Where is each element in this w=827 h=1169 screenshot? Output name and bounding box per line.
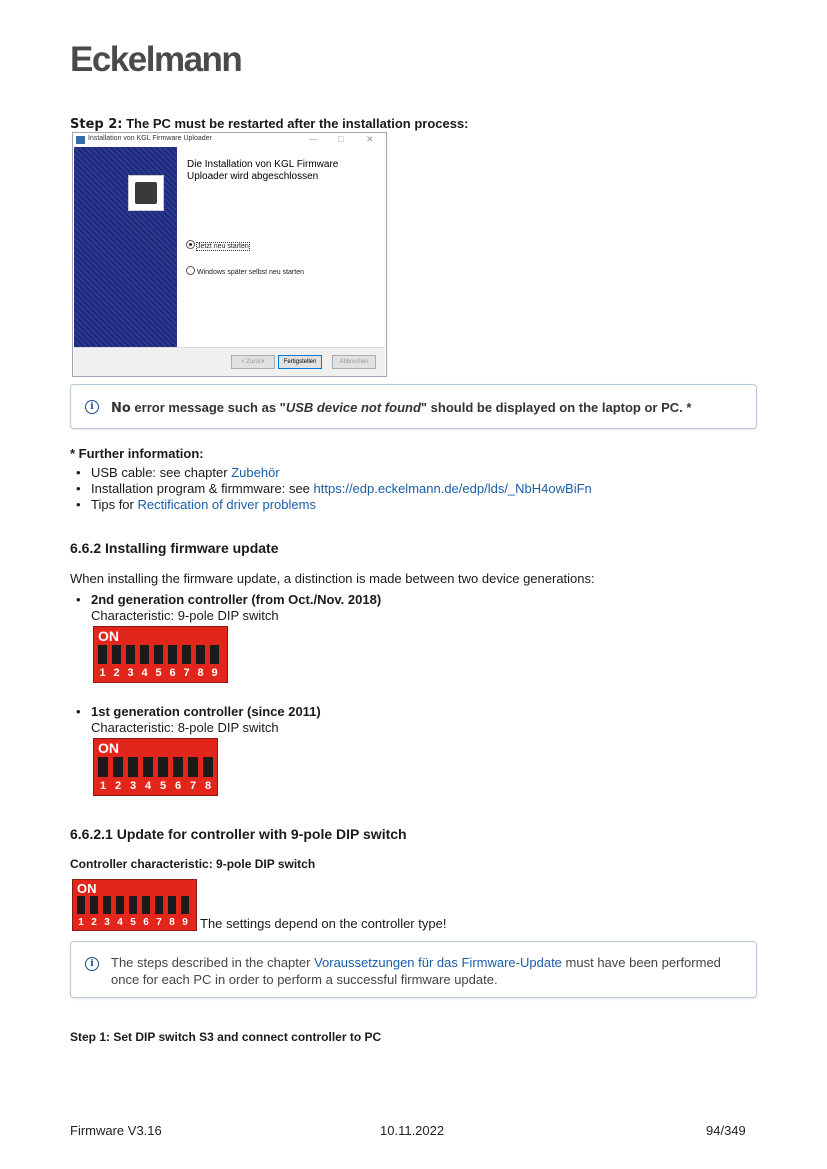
dip-switch-lever xyxy=(158,757,168,777)
installer-footer xyxy=(74,347,385,376)
settings-note: The settings depend on the controller type! xyxy=(200,916,447,931)
installer-heading: Die Installation von KGL Firmware Uploader wird abgeschlossen xyxy=(187,159,339,182)
dip-switch-lever xyxy=(181,896,189,914)
option-restart-later-label: Windows später selbst neu starten xyxy=(197,269,304,276)
dip-switch-number: 5 xyxy=(130,917,136,928)
step2-heading xyxy=(70,116,469,132)
info-callout-prerequisites xyxy=(70,941,757,998)
dip-switch-number: 4 xyxy=(144,780,152,792)
dip-switch-lever xyxy=(168,645,177,664)
maximize-icon: □ xyxy=(338,134,344,144)
radio-icon xyxy=(186,266,195,275)
dip-switch-lever xyxy=(143,757,153,777)
list-item: • USB cable: see chapter Zubehör xyxy=(70,465,770,481)
step2-lead: Step 2: xyxy=(70,117,123,132)
dip-switch-9-pole xyxy=(93,626,228,683)
dip-switch-lever xyxy=(116,896,124,914)
controller-characteristic: Controller characteristic: 9-pole DIP switch xyxy=(70,857,316,871)
dip-switch-number: 5 xyxy=(155,667,162,679)
section-6-6-2-intro: When installing the firmware update, a distinction is made between two device generations: xyxy=(70,571,595,586)
installer-app-icon xyxy=(76,136,85,144)
dip-switch-number: 4 xyxy=(141,667,148,679)
dip-switch-number: 1 xyxy=(78,917,84,928)
dip-switch-lever xyxy=(126,645,135,664)
dip-switch-number: 6 xyxy=(143,917,149,928)
dip-switch-lever xyxy=(196,645,205,664)
dip-on-label: ON xyxy=(98,628,119,644)
dip-switch-lever xyxy=(210,645,219,664)
link-zubehoer[interactable]: Zubehör xyxy=(231,465,280,480)
dip-switch-number: 2 xyxy=(114,780,122,792)
dip-switch-number: 6 xyxy=(174,780,182,792)
dip-switch-lever xyxy=(98,645,107,664)
dip-switch-number: 4 xyxy=(117,917,123,928)
option-restart-now-label: Jetzt neu starten xyxy=(197,243,249,250)
info-icon: i xyxy=(85,957,99,971)
dip-on-label: ON xyxy=(77,881,97,896)
finish-button: Fertigstellen xyxy=(278,355,322,369)
gen1-item xyxy=(70,704,321,736)
dip-switch-number: 3 xyxy=(129,780,137,792)
dip-switch-lever xyxy=(98,757,108,777)
dip-switch-number: 1 xyxy=(99,780,107,792)
dip-switch-lever xyxy=(168,896,176,914)
dip-switch-number: 2 xyxy=(91,917,97,928)
further-info-list xyxy=(70,465,770,513)
section-6-6-2-title: 6.6.2 Installing firmware update xyxy=(70,540,279,556)
dip-switch-number: 6 xyxy=(169,667,176,679)
dip-switch-number: 9 xyxy=(182,917,188,928)
dip-switch-lever xyxy=(113,757,123,777)
cancel-button: Abbrechen xyxy=(332,355,376,369)
footer-page: 94/349 xyxy=(706,1123,746,1138)
list-item: • Tips for Rectification of driver problems xyxy=(70,497,770,513)
gen2-item xyxy=(70,592,381,624)
dip-switch-number: 8 xyxy=(197,667,204,679)
installer-title: Installation von KGL Firmware Uploader xyxy=(88,135,212,142)
dip-switch-8-pole xyxy=(93,738,218,796)
list-item: • 1st generation controller (since 2011) Characteristic: 8-pole DIP switch xyxy=(70,704,321,736)
dip-switch-lever xyxy=(182,645,191,664)
dip-switch-number: 3 xyxy=(127,667,134,679)
step1-heading: Step 1: Set DIP switch S3 and connect controller to PC xyxy=(70,1030,382,1044)
dip-switch-number: 8 xyxy=(169,917,175,928)
link-prerequisites[interactable]: Voraussetzungen für das Firmware-Update xyxy=(314,955,562,970)
installer-side-banner xyxy=(74,147,177,347)
info-callout-no-error xyxy=(70,384,757,429)
dip-switch-lever xyxy=(77,896,85,914)
dip-on-label: ON xyxy=(98,740,119,756)
further-info-title: * Further information: xyxy=(70,446,204,461)
dip-switch-lever xyxy=(173,757,183,777)
step2-text: The PC must be restarted after the installation process: xyxy=(122,116,469,131)
dip-switch-lever xyxy=(129,896,137,914)
link-edp-download[interactable]: https://edp.eckelmann.de/edp/lds/_NbH4owBiFn xyxy=(313,481,592,496)
installer-computer-icon xyxy=(128,175,164,211)
back-button: < Zurück xyxy=(231,355,275,369)
footer-date: 10.11.2022 xyxy=(380,1123,445,1138)
footer-version: Firmware V3.16 xyxy=(70,1123,162,1138)
close-icon: ✕ xyxy=(366,134,374,144)
no-error-text: No error message such as "USB device not found" should be displayed on the laptop or PC. * xyxy=(111,400,692,416)
list-item: • 2nd generation controller (from Oct./Nov. 2018) Characteristic: 9-pole DIP switch xyxy=(70,592,381,624)
option-restart-now xyxy=(186,240,249,250)
eckelmann-logo: Eckelmann xyxy=(70,40,242,79)
dip-switch-lever xyxy=(128,757,138,777)
info-icon: i xyxy=(85,400,99,414)
section-6-6-2-1-title: 6.6.2.1 Update for controller with 9-pole DIP switch xyxy=(70,826,407,842)
list-item: • Installation program & firmmware: see https://edp.eckelmann.de/edp/lds/_NbH4owBiFn xyxy=(70,481,770,497)
dip-switch-lever xyxy=(112,645,121,664)
dip-switch-lever xyxy=(142,896,150,914)
dip-switch-number: 1 xyxy=(99,667,106,679)
dip-switch-number: 2 xyxy=(113,667,120,679)
installer-screenshot xyxy=(72,132,387,377)
dip-switch-number: 3 xyxy=(104,917,110,928)
dip-switch-number: 7 xyxy=(189,780,197,792)
dip-switch-lever xyxy=(154,645,163,664)
dip-switch-number: 7 xyxy=(183,667,190,679)
prerequisites-text: The steps described in the chapter Voraussetzungen für das Firmware-Update must have been performed once for each PC in order to perform a successful firmware update. xyxy=(111,955,721,987)
option-restart-later xyxy=(186,266,304,276)
dip-switch-9-pole-small xyxy=(72,879,197,931)
installer-titlebar xyxy=(73,133,386,147)
dip-switch-number: 8 xyxy=(204,780,212,792)
dip-switch-number: 5 xyxy=(159,780,167,792)
link-driver-problems[interactable]: Rectification of driver problems xyxy=(137,497,316,512)
dip-switch-lever xyxy=(90,896,98,914)
dip-switch-lever xyxy=(140,645,149,664)
dip-switch-number: 7 xyxy=(156,917,162,928)
dip-switch-lever xyxy=(203,757,213,777)
minimize-icon: — xyxy=(309,134,318,144)
dip-switch-number: 9 xyxy=(211,667,218,679)
dip-switch-lever xyxy=(103,896,111,914)
dip-switch-lever xyxy=(188,757,198,777)
dip-switch-lever xyxy=(155,896,163,914)
radio-selected-icon xyxy=(186,240,195,249)
